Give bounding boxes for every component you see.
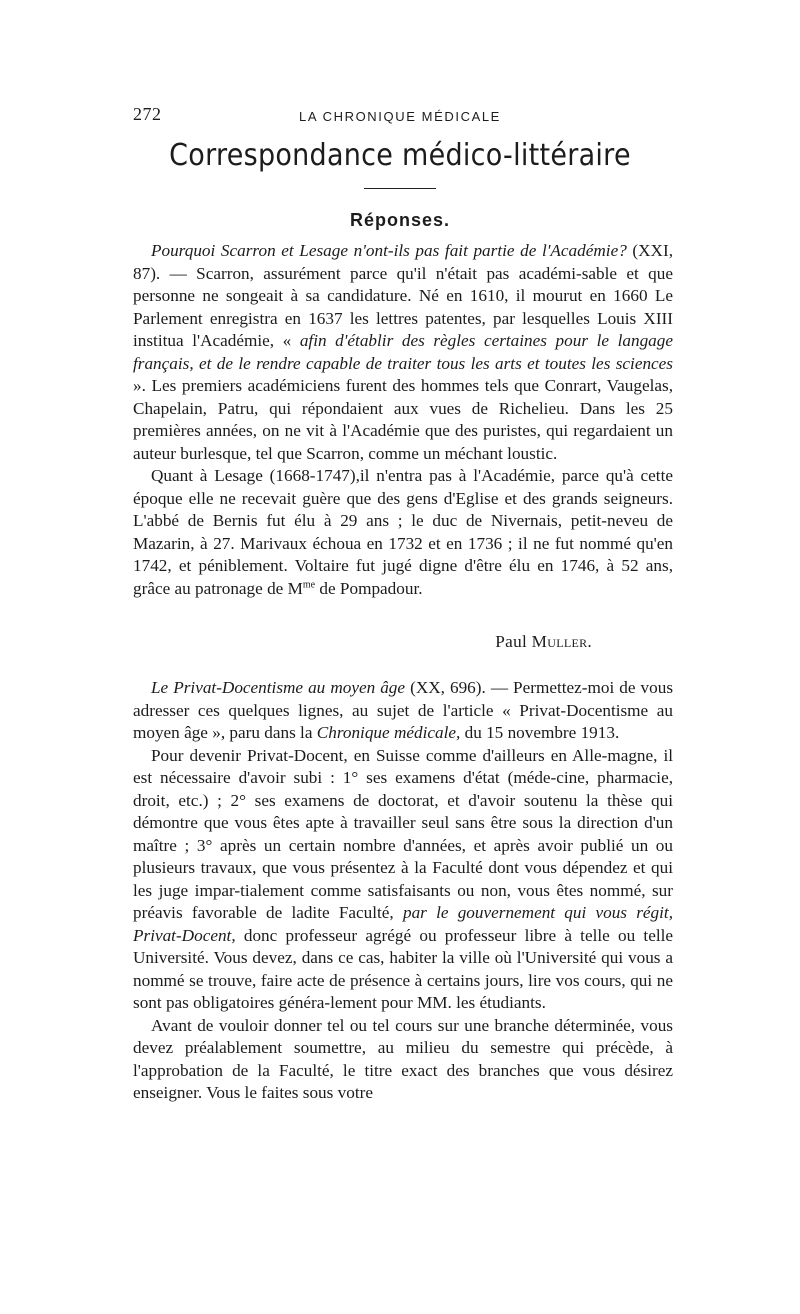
- superscript: me: [302, 578, 316, 590]
- signature-last-name: Muller.: [531, 632, 592, 651]
- paragraph-text: Avant de vouloir donner tel ou tel cours sur une branche déterminée, vous devez préalablement soumettre, au milieu du semestre qui précède, à l'approbation de la Faculté, le titre exact des branches que vous désirez enseigner. Vous le faites sous votre: [133, 1015, 673, 1102]
- page-number: 272: [133, 104, 162, 124]
- paragraph-text: ». Les premiers académiciens furent des hommes tels que Conrart, Vaugelas, Chapelain, Patru, qui répondaient aux vues de Richelieu. Dans les 25 premières années, on ne vit à l'Académie que des puristes, qui regardaient un auteur burlesque, tel que Scarron, comme un méchant loustic.: [133, 376, 673, 463]
- paragraph: [133, 1015, 673, 1105]
- quotation: afin d'établir des règles certaines pour le langage français, et de le rendre capable de traiter tous les arts et toutes les sciences: [133, 331, 673, 373]
- reply-privat-docentisme: [133, 677, 673, 1105]
- question-title: Pourquoi Scarron et Lesage n'ont-ils pas fait partie de l'Académie?: [151, 241, 627, 260]
- question-title: Le Privat-Docentisme au moyen âge: [151, 678, 406, 697]
- question-reference: (XXI, 87).: [133, 241, 673, 283]
- paragraph: [133, 240, 673, 465]
- title-rule: [364, 188, 436, 189]
- paragraph-text: — Scarron, assurément parce qu'il n'était pas académi-sable et que personne ne songeait à sa candidature. Né en 1610, il mourut en 1660 Le Parlement enregistra en 1637 les lettres patentes, par lesquelles Louis XIII institua l'Académie, «: [133, 263, 673, 350]
- paragraph-text: Quant à Lesage (1668-1747),il n'entra pas à l'Académie, parce qu'à cette époque elle ne recevait guère que des gens d'Eglise et des grands seigneurs. L'abbé de Bernis fut élu à 29 ans ; le duc de Nivernais, petit-neveu de Mazarin, à 27. Marivaux échoua en 1732 et en 1736 ; il ne fut nommé qu'en 1742, et péniblement. Voltaire fut jugé digne d'être élu en 1746, à 52 ans, grâce au patronage de M: [133, 466, 673, 598]
- paragraph-text: Pour devenir Privat-Docent, en Suisse comme d'ailleurs en Alle-magne, il est nécessaire d'avoir subi : 1° ses examens d'état (méde-cine, pharmacie, droit, etc.) ; 2° ses examens de doctorat, et d'avoir soutenu la thèse qui démontre que vous êtes apte à travailler seul sans être sous la direction d'un maître ; 3° après un certain nombre d'années, et après avoir publié un ou plusieurs travaux, que vous présentez à la Faculté dont vous dépendez et qui les juge impar-tialement comme satisfaisants ou non, vous êtes nommé, sur préavis favorable de ladite Faculté,: [133, 745, 673, 922]
- paragraph-text: de Pompadour.: [319, 578, 423, 598]
- paragraph-text: donc professeur agrégé ou professeur libre à telle ou telle Université. Vous devez, dans ce cas, habiter la ville où l'Université qui vous a nommé se trouve, faire acte de présence à certains jours, lire vos cours, qui ne sont pas obligatoires généra-lement pour MM. les étudiants.: [133, 925, 674, 1012]
- reply-scarron-lesage: [133, 240, 673, 600]
- emphasis: par le gouvernement qui vous régit, Privat-Docent,: [133, 903, 673, 945]
- section-heading: Réponses.: [349, 210, 451, 230]
- journal-name: Chronique médicale,: [316, 723, 461, 742]
- paragraph: [133, 677, 673, 745]
- paragraph: [133, 465, 673, 600]
- running-head: LA CHRONIQUE MÉDICALE: [299, 109, 501, 124]
- paragraph: [133, 745, 673, 1015]
- paragraph-text: (XX, 696). — Permettez-moi de vous adresser ces quelques lignes, au sujet de l'article « Privat-Docentisme au moyen âge », paru dans la: [133, 678, 674, 742]
- paragraph-text: du 15 novembre 1913.: [464, 723, 620, 742]
- article-title: Correspondance médico-littéraire: [169, 138, 631, 173]
- signature: [495, 632, 592, 652]
- signature-first-name: Paul: [495, 632, 528, 651]
